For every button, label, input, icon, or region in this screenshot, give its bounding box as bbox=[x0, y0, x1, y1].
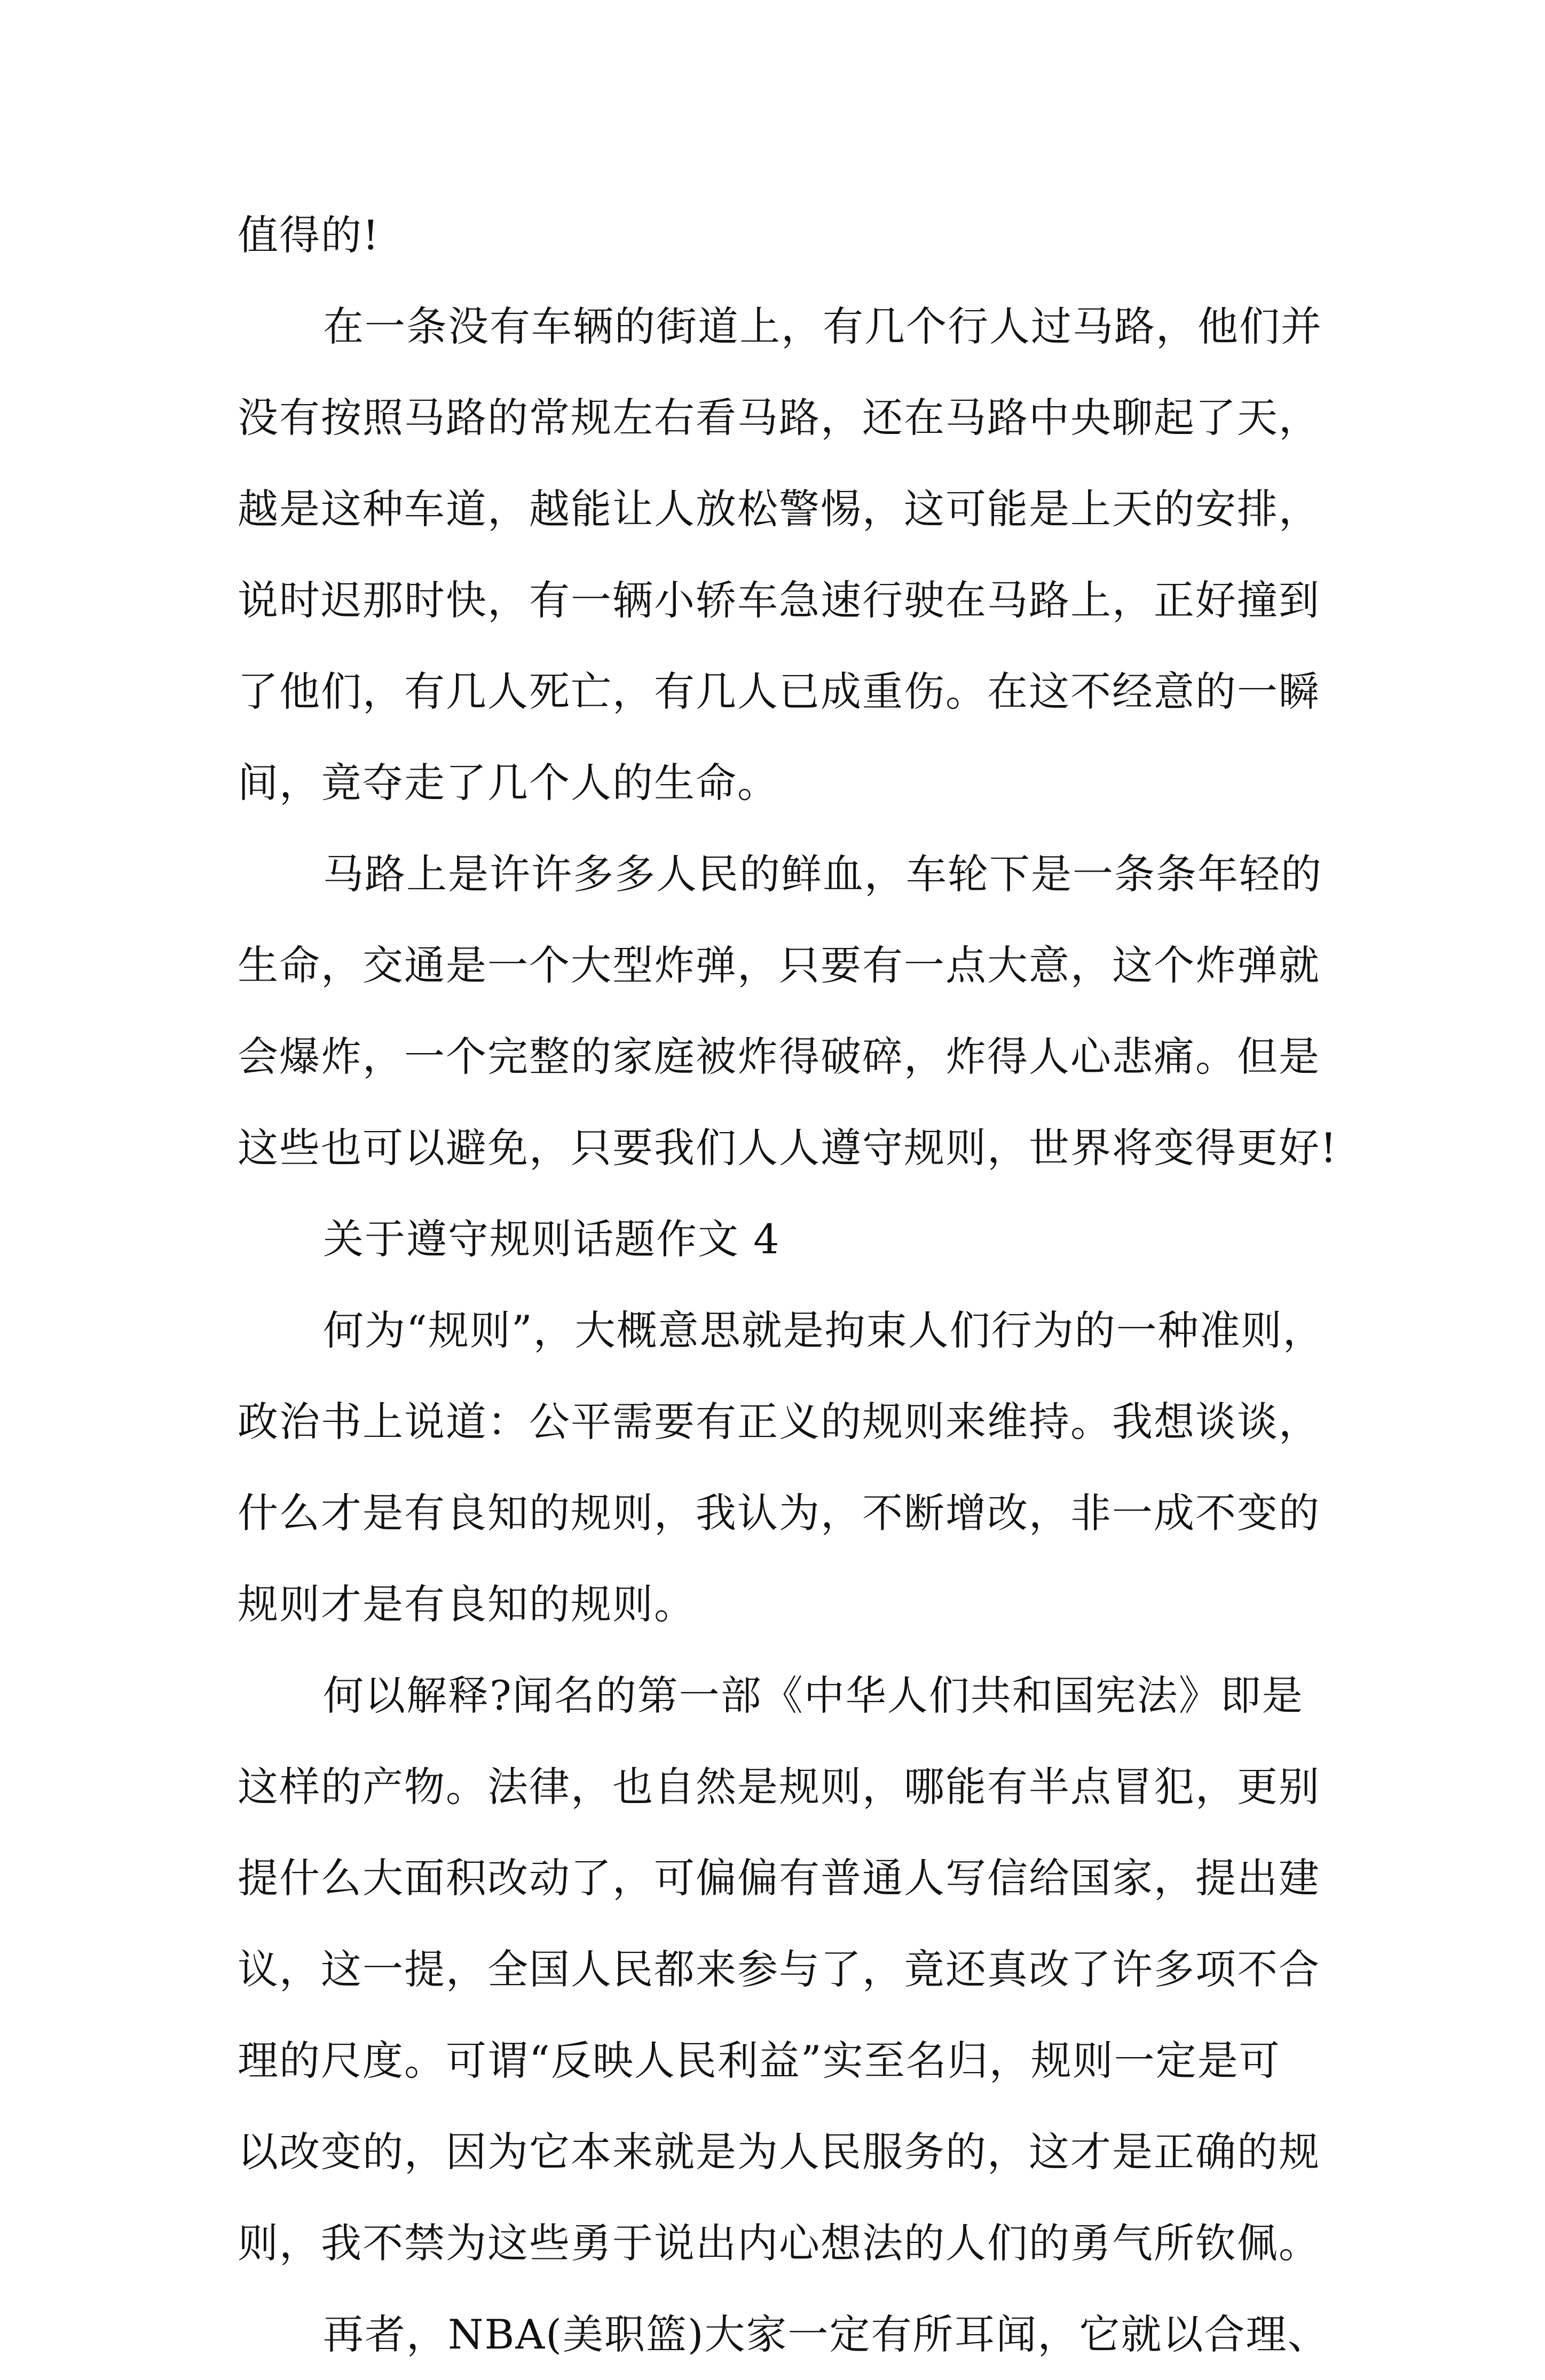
text-line: 议，这一提，全国人民都来参与了，竟还真改了许多项不合 bbox=[238, 1946, 1320, 1993]
text-line: 会爆炸，一个完整的家庭被炸得破碎，炸得人心悲痛。但是 bbox=[238, 1033, 1320, 1080]
paragraph-start-line: 再者，NBA(美职篮)大家一定有所耳闻，它就以合理、 bbox=[323, 2311, 1329, 2358]
text-line: 则，我不禁为这些勇于说出内心想法的人们的勇气所钦佩。 bbox=[238, 2219, 1320, 2267]
text-line: 这样的产物。法律，也自然是规则，哪能有半点冒犯，更别 bbox=[238, 1763, 1320, 1810]
text-line: 什么才是有良知的规则，我认为，不断增改，非一成不变的 bbox=[238, 1489, 1320, 1537]
body-text bbox=[238, 189, 1338, 2380]
text-line: 规则才是有良知的规则。 bbox=[238, 1580, 696, 1628]
text-line: 生命，交通是一个大型炸弹，只要有一点大意，这个炸弹就 bbox=[238, 942, 1320, 989]
text-line: 值得的! bbox=[238, 211, 380, 259]
text-line: 这些也可以避免，只要我们人人遵守规则，世界将变得更好! bbox=[238, 1124, 1338, 1172]
text-line: 间，竟夺走了几个人的生命。 bbox=[238, 759, 779, 806]
text-line: 没有按照马路的常规左右看马路，还在马路中央聊起了天， bbox=[238, 394, 1320, 441]
text-line: 理的尺度。可谓“反映人民利益”实至名归，规则一定是可 bbox=[238, 2037, 1281, 2084]
text-line: 说时迟那时快，有一辆小轿车急速行驶在马路上，正好撞到 bbox=[238, 576, 1320, 624]
paragraph-start-line: 在一条没有车辆的街道上，有几个行人过马路，他们并 bbox=[323, 303, 1322, 350]
paragraph-start-line: 何以解释?闻名的第一部《中华人们共和国宪法》即是 bbox=[323, 1672, 1304, 1719]
text-line: 越是这种车道，越能让人放松警惕，这可能是上天的安排， bbox=[238, 485, 1320, 533]
text-line: 以改变的，因为它本来就是为人民服务的，这才是正确的规 bbox=[238, 2128, 1320, 2176]
paragraph-start-line: 马路上是许许多多人民的鲜血，车轮下是一条条年轻的 bbox=[323, 850, 1322, 898]
text-line: 了他们，有几人死亡，有几人已成重伤。在这不经意的一瞬 bbox=[238, 668, 1320, 715]
text-line: 提什么大面积改动了，可偏偏有普通人写信给国家，提出建 bbox=[238, 1854, 1320, 1902]
text-line: 政治书上说道：公平需要有正义的规则来维持。我想谈谈， bbox=[238, 1398, 1320, 1445]
section-heading: 关于遵守规则话题作文 4 bbox=[323, 1215, 781, 1263]
paragraph-start-line: 何为“规则”，大概意思就是拘束人们行为的一种准则， bbox=[323, 1307, 1325, 1354]
